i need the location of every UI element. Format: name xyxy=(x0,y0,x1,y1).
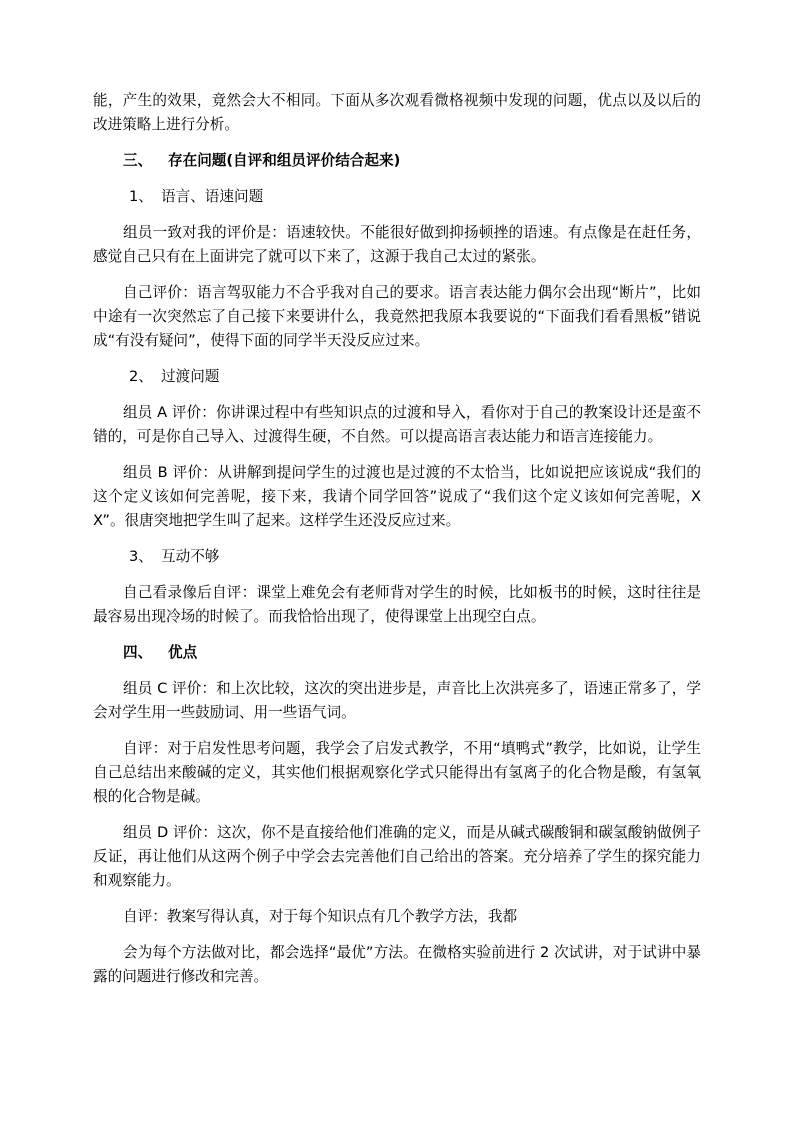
subheading-title: 互动不够 xyxy=(161,548,220,565)
section-heading-4 xyxy=(93,641,701,665)
paragraph: 组员 D 评价：这次，你不是直接给他们准确的定义，而是从碱式碳酸铜和碳氢酸钠做例子反证，再让他们从这两个例子中学会去完善他们自己给出的答案。充分培养了学生的探究能力和观察能力。 xyxy=(93,824,701,889)
paragraph: 组员 B 评价：从讲解到提问学生的过渡也是过渡的不太恰当，比如说把应该说成“我们的这个定义该如何完善呢，接下来，我请个同学回答”说成了“我们这个定义该如何完善呢，XX”。很唐突地把学生叫了起来。这样学生还没反应过来。 xyxy=(93,464,701,529)
paragraph: 自评：教案写得认真，对于每个知识点有几个教学方法，我都 xyxy=(123,908,518,925)
paragraph: 自己评价：语言驾驭能力不合乎我对自己的要求。语言表达能力偶尔会出现“断片”，比如中途有一次突然忘了自己接下来要讲什么，我竟然把我原本我要说的“下面我们看看黑板”错说成“有没有疑问”，使得下面的同学半天没反应过来。 xyxy=(93,284,701,349)
paragraph: 组员 C 评价：和上次比较，这次的突出进步是，声音比上次洪亮多了，语速正常多了，学会对学生用一些鼓励词、用一些语气词。 xyxy=(93,680,701,721)
paragraph: 会为每个方法做对比，都会选择“最优”方法。在微格实验前进行 2 次试讲，对于试讲中暴露的问题进行修改和完善。 xyxy=(93,944,701,985)
paragraph: 自己看录像后自评：课堂上难免会有老师背对学生的时候，比如板书的时候，这时往往是最容易出现冷场的时候了。而我恰恰出现了，使得课堂上出现空白点。 xyxy=(93,584,701,625)
subheading-title: 过渡问题 xyxy=(161,368,220,385)
paragraph: 组员 A 评价：你讲课过程中有些知识点的过渡和导入，看你对于自己的教案设计还是蛮不错的，可是你自己导入、过渡得生硬，不自然。可以提高语言表达能力和语言连接能力。 xyxy=(93,404,701,445)
subheading-number: 2、 xyxy=(129,368,153,385)
subheading-1 xyxy=(93,185,701,209)
subheading-2 xyxy=(93,365,701,389)
section-number: 四、 xyxy=(123,644,153,661)
section-title: 存在问题(自评和组员评价结合起来) xyxy=(168,152,401,169)
section-title: 优点 xyxy=(168,644,198,661)
section-heading-3 xyxy=(93,149,701,173)
subheading-number: 1、 xyxy=(129,188,153,205)
paragraph: 自评：对于启发性思考问题，我学会了启发式教学，不用“填鸭式”教学，比如说，让学生自己总结出来酸碱的定义，其实他们根据观察化学式只能得出有氢离子的化合物是酸，有氢氧根的化合物是碱。 xyxy=(93,740,701,805)
subheading-number: 3、 xyxy=(129,548,153,565)
intro-paragraph: 能，产生的效果，竟然会大不相同。下面从多次观看微格视频中发现的问题，优点以及以后的改进策略上进行分析。 xyxy=(93,92,701,133)
subheading-title: 语言、语速问题 xyxy=(161,188,264,205)
section-number: 三、 xyxy=(123,152,153,169)
paragraph: 组员一致对我的评价是：语速较快。不能很好做到抑扬顿挫的语速。有点像是在赶任务，感觉自己只有在上面讲完了就可以下来了，这源于我自己太过的紧张。 xyxy=(93,224,701,265)
document-page xyxy=(93,89,701,1001)
subheading-3 xyxy=(93,545,701,569)
